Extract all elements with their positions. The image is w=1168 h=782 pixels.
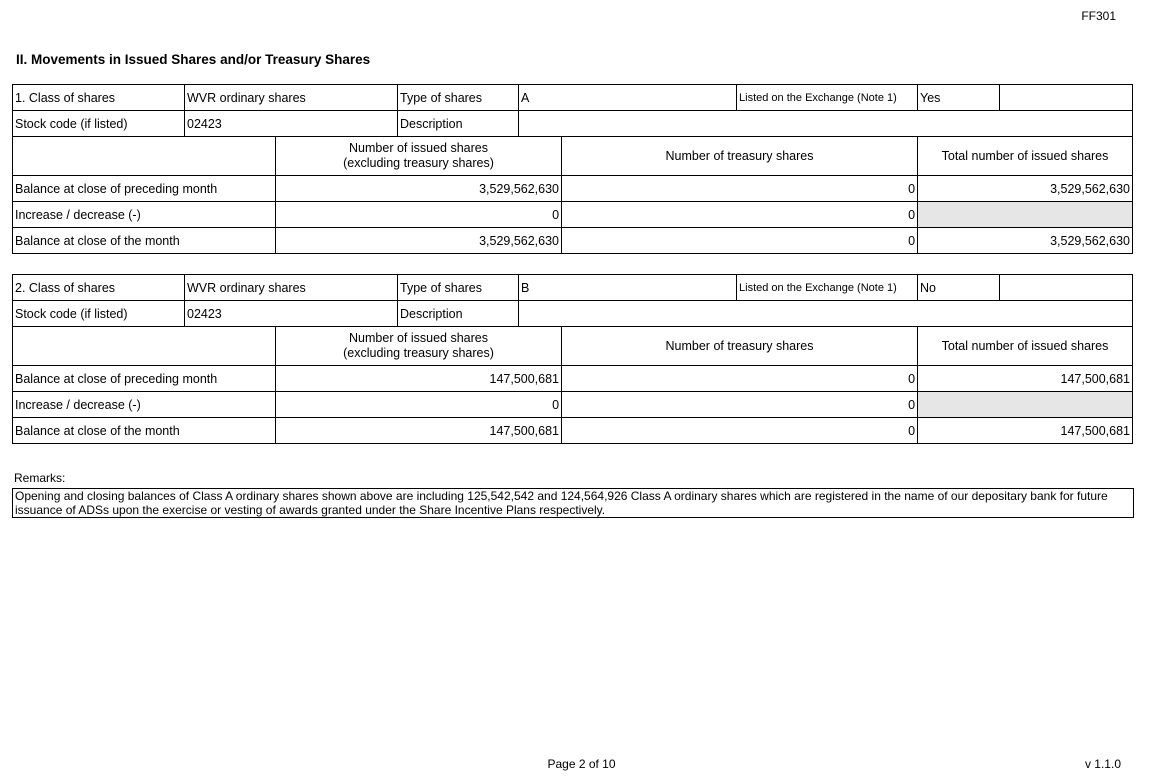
col-header-issued (276, 327, 562, 366)
row-label-preceding: Balance at close of preceding month (13, 176, 276, 202)
col-header-issued-line2: (excluding treasury shares) (343, 156, 494, 170)
close-treasury: 0 (562, 418, 918, 444)
preceding-total: 147,500,681 (918, 366, 1133, 392)
header-blank (13, 327, 276, 366)
change-total-shaded (918, 202, 1133, 228)
description-value (519, 111, 1133, 137)
type-of-shares-label: Type of shares (398, 85, 519, 111)
close-total: 147,500,681 (918, 418, 1133, 444)
listed-value: No (918, 275, 1000, 301)
stock-code-value: 02423 (185, 111, 398, 137)
stock-code-label: Stock code (if listed) (13, 111, 185, 137)
col-header-issued (276, 137, 562, 176)
class-heading: 2. Class of shares (13, 275, 185, 301)
preceding-total: 3,529,562,630 (918, 176, 1133, 202)
listed-label: Listed on the Exchange (Note 1) (737, 275, 918, 301)
preceding-treasury: 0 (562, 366, 918, 392)
class-name-value: WVR ordinary shares (185, 275, 398, 301)
change-issued: 0 (276, 202, 562, 228)
col-header-treasury: Number of treasury shares (562, 137, 918, 176)
col-header-issued-line1: Number of issued shares (349, 141, 488, 155)
share-class-table-1 (12, 84, 1133, 254)
col-header-issued-line2: (excluding treasury shares) (343, 346, 494, 360)
form-code: FF301 (1081, 9, 1116, 23)
change-treasury: 0 (562, 392, 918, 418)
row-label-close: Balance at close of the month (13, 228, 276, 254)
row-label-change: Increase / decrease (-) (13, 202, 276, 228)
description-value (519, 301, 1133, 327)
description-label: Description (398, 111, 519, 137)
change-treasury: 0 (562, 202, 918, 228)
remarks-text: Opening and closing balances of Class A ordinary shares shown above are including 125,542,542 and 124,564,926 Class A ordinary shares which are registered in the name of our depositary bank for future issuance of ADSs upon the exercise or vesting of awards granted under the Share Incentive Plans respectively. (12, 488, 1134, 518)
remarks-label: Remarks: (14, 471, 66, 485)
listed-label: Listed on the Exchange (Note 1) (737, 85, 918, 111)
class-name-value: WVR ordinary shares (185, 85, 398, 111)
row-label-close: Balance at close of the month (13, 418, 276, 444)
stock-code-value: 02423 (185, 301, 398, 327)
col-header-total: Total number of issued shares (918, 327, 1133, 366)
blank-cell (1000, 85, 1133, 111)
class-heading: 1. Class of shares (13, 85, 185, 111)
type-of-shares-value: A (519, 85, 737, 111)
close-issued: 147,500,681 (276, 418, 562, 444)
close-treasury: 0 (562, 228, 918, 254)
preceding-issued: 147,500,681 (276, 366, 562, 392)
preceding-treasury: 0 (562, 176, 918, 202)
share-class-table-2 (12, 274, 1133, 444)
close-total: 3,529,562,630 (918, 228, 1133, 254)
change-total-shaded (918, 392, 1133, 418)
version-label: v 1.1.0 (1084, 757, 1121, 771)
close-issued: 3,529,562,630 (276, 228, 562, 254)
description-label: Description (398, 301, 519, 327)
row-label-preceding: Balance at close of preceding month (13, 366, 276, 392)
col-header-issued-line1: Number of issued shares (349, 331, 488, 345)
preceding-issued: 3,529,562,630 (276, 176, 562, 202)
col-header-total: Total number of issued shares (918, 137, 1133, 176)
row-label-change: Increase / decrease (-) (13, 392, 276, 418)
blank-cell (1000, 275, 1133, 301)
page-number: Page 2 of 10 (547, 757, 616, 771)
type-of-shares-value: B (519, 275, 737, 301)
stock-code-label: Stock code (if listed) (13, 301, 185, 327)
listed-value: Yes (918, 85, 1000, 111)
col-header-treasury: Number of treasury shares (562, 327, 918, 366)
header-blank (13, 137, 276, 176)
change-issued: 0 (276, 392, 562, 418)
type-of-shares-label: Type of shares (398, 275, 519, 301)
section-title: II. Movements in Issued Shares and/or Treasury Shares (16, 52, 371, 67)
